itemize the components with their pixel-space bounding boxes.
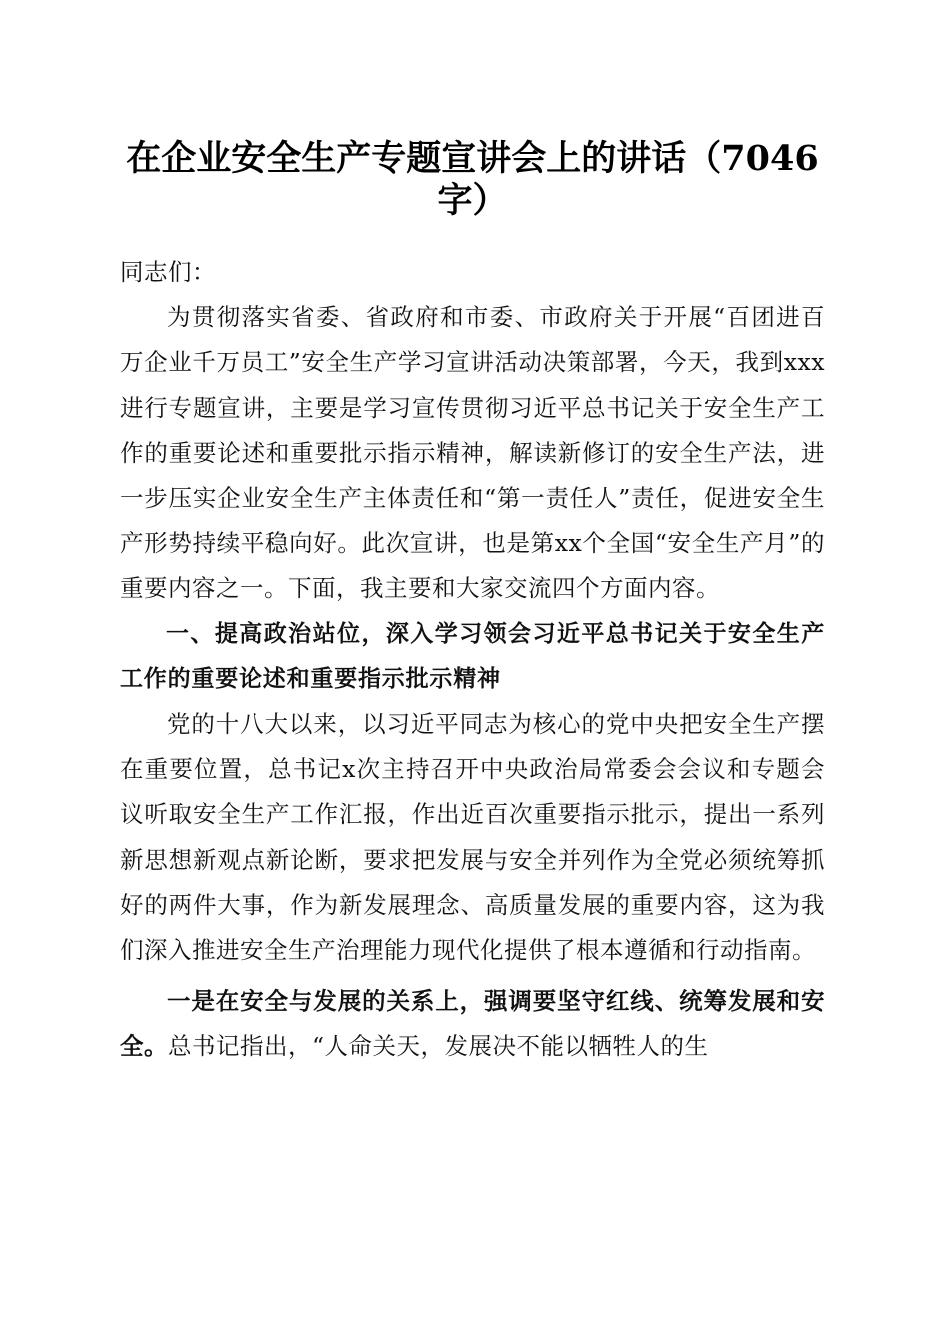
intro-paragraph: 为贯彻落实省委、省政府和市委、市政府关于开展“百团进百万企业千万员工”安全生产学习宣讲活动决策部署，今天，我到xxx进行专题宣讲，主要是学习宣传贯彻习近平总书记关于安全生产工作的重要论述和重要批示指示精神，解读新修订的安全生产法，进一步压实企业安全生产主体责任和“第一责任人”责任，促进安全生产形势持续平稳向好。此次宣讲，也是第xx个全国“安全生产月”的重要内容之一。下面，我主要和大家交流四个方面内容。 bbox=[120, 303, 825, 603]
section-paragraph: 党的十八大以来，以习近平同志为核心的党中央把安全生产摆在重要位置，总书记x次主持召开中央政治局常委会会议和专题会议听取安全生产工作汇报，作出近百次重要指示批示，提出一系列新思想新观点新论断，要求把发展与安全并列作为全党必须统筹抓好的两件大事，作为新发展理念、高质量发展的重要内容，这为我们深入推进安全生产治理能力现代化提供了根本遵循和行动指南。 bbox=[120, 710, 825, 965]
document-title: 在企业安全生产专题宣讲会上的讲话（7046字） bbox=[126, 138, 819, 221]
point-one-paragraph bbox=[120, 979, 825, 1069]
point-one-lead: 一是在安全与发展的关系上，强调要坚守红线、统筹发展和安全。 bbox=[120, 987, 825, 1061]
section-heading: 一、提高政治站位，深入学习领会习近平总书记关于安全生产工作的重要论述和重要指示批示精神 bbox=[120, 620, 825, 692]
salutation: 同志们： bbox=[120, 258, 216, 286]
document-body bbox=[120, 250, 825, 1070]
point-one-text: 总书记指出，“人命关天，发展决不能以牺牲人的生 bbox=[168, 1032, 709, 1061]
